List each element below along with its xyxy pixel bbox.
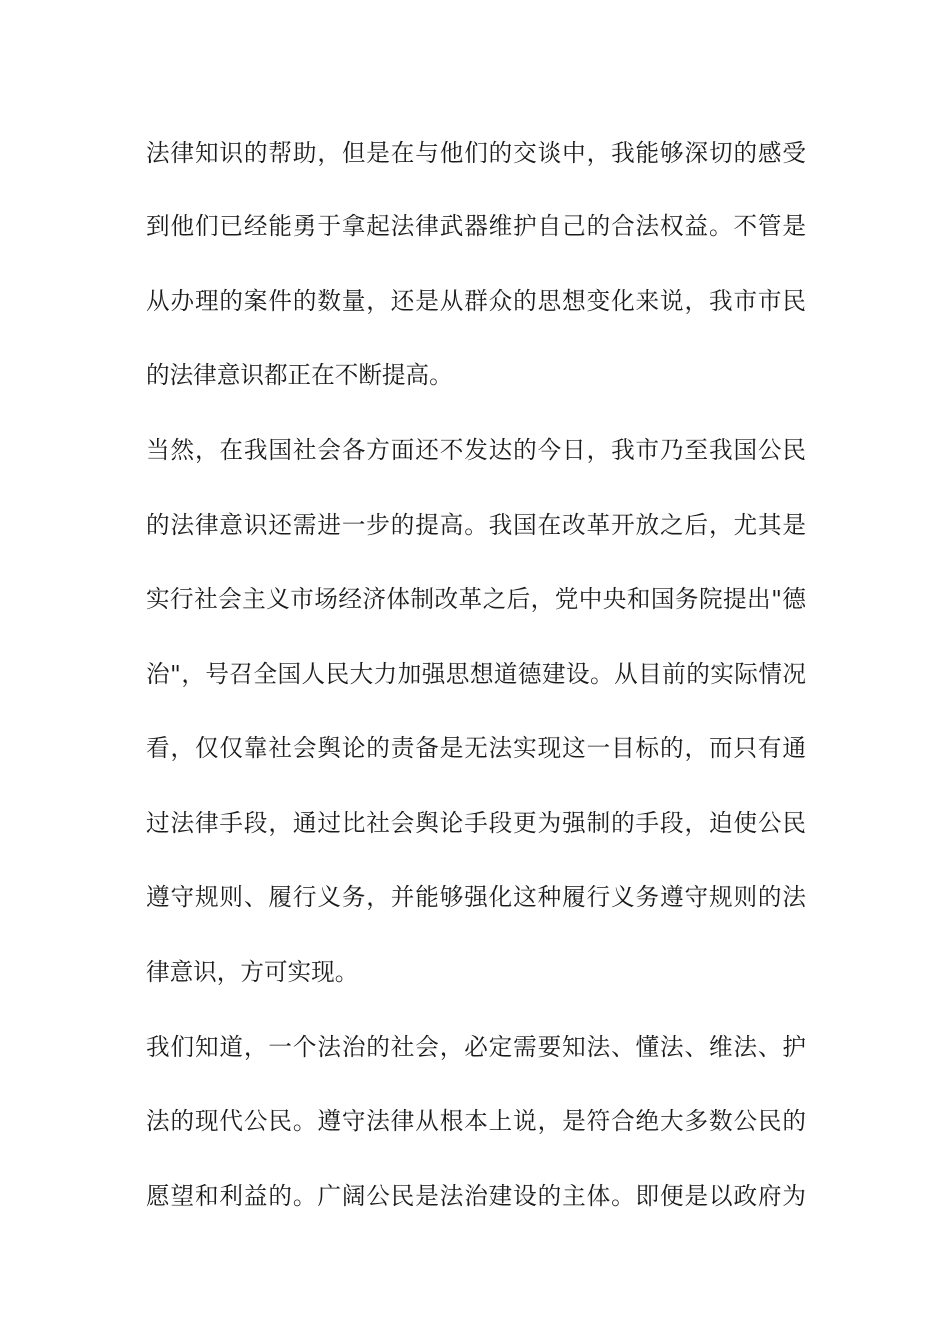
text-line: 的法律意识还需进一步的提高。我国在改革开放之后，尤其是 [146, 511, 806, 539]
text-line: 律意识，方可实现。 [146, 958, 359, 986]
text-line: 遵守规则、履行义务，并能够强化这种履行义务遵守规则的法 [146, 883, 806, 911]
text-line: 的法律意识都正在不断提高。 [146, 361, 453, 389]
text-line: 当然，在我国社会各方面还不发达的今日，我市乃至我国公民 [146, 436, 806, 464]
text-line: 愿望和利益的。广阔公民是法治建设的主体。即便是以政府为 [146, 1182, 806, 1210]
text-line: 到他们已经能勇于拿起法律武器维护自己的合法权益。不管是 [146, 212, 806, 240]
text-line: 法律知识的帮助，但是在与他们的交谈中，我能够深切的感受 [146, 139, 806, 167]
text-line: 从办理的案件的数量，还是从群众的思想变化来说，我市市民 [146, 287, 806, 315]
text-line: 我们知道，一个法治的社会，必定需要知法、懂法、维法、护 [146, 1033, 806, 1061]
text-line: 法的现代公民。遵守法律从根本上说，是符合绝大多数公民的 [146, 1107, 806, 1135]
text-line: 实行社会主义市场经济体制改革之后，党中央和国务院提出"德 [146, 585, 806, 613]
text-line: 治"，号召全国人民大力加强思想道德建设。从目前的实际情况 [146, 660, 806, 688]
text-line: 看，仅仅靠社会舆论的责备是无法实现这一目标的，而只有通 [146, 734, 806, 762]
text-line: 过法律手段，通过比社会舆论手段更为强制的手段，迫使公民 [146, 809, 806, 837]
